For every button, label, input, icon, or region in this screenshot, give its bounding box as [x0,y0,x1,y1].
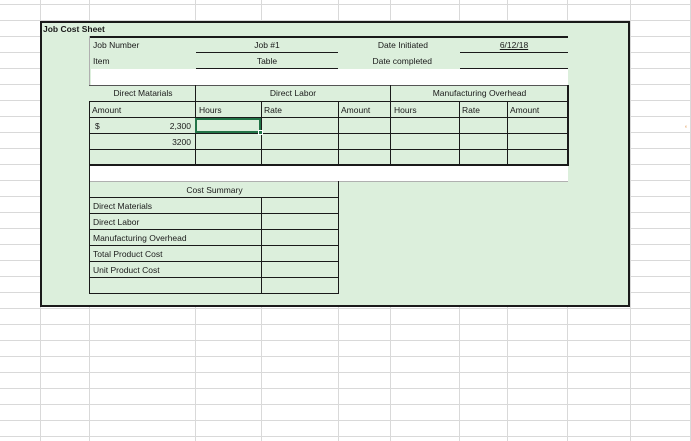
col-dm-amount: Amount [92,105,122,115]
dl-section-rule [196,101,390,102]
gridline-horizontal [0,404,691,405]
dm-row1-amount[interactable]: 2,300 [169,121,191,131]
job-number-value[interactable]: Job #1 [254,40,280,50]
direct-materials-header: Direct Matarials [113,88,173,98]
job-number-label: Job Number [93,40,140,50]
date-initiated-value[interactable]: 6/12/18 [499,40,529,50]
cost-summary-rule [89,197,338,198]
separator-bottom-rule [89,181,568,182]
summary-direct-materials: Direct Materials [93,201,153,211]
summary-unit-product-cost: Unit Product Cost [93,265,160,275]
gridline-horizontal [0,308,691,309]
direct-labor-header: Direct Labor [269,88,317,98]
cost-summary-title: Cost Summary [186,185,243,195]
gridline-horizontal [0,356,691,357]
gridline-horizontal [0,388,691,389]
date-initiated-underline [460,52,568,53]
table-left-border [89,101,90,165]
summary-right-border [338,181,339,294]
col-divider-dl [390,85,391,165]
header-top-rule [89,36,568,38]
col-dl-hours: Hours [199,105,222,115]
table-right-border [567,85,569,165]
manufacturing-overhead-header: Manufacturing Overhead [432,88,527,98]
separator-left-border [89,165,90,182]
header-left-border [89,36,90,85]
summary-total-product-cost: Total Product Cost [93,249,163,259]
row-rule-1 [89,133,568,134]
summary-row-rule-3 [89,245,338,246]
summary-row-rule-1 [89,213,338,214]
gridline-horizontal [0,324,691,325]
summary-direct-labor: Direct Labor [93,217,140,227]
dm-section-rule [89,101,195,102]
col-divider-rate [338,101,339,165]
row-rule-2 [89,149,568,150]
separator-row [90,166,568,181]
col-divider-mo-rate [507,101,508,165]
gridline-horizontal [0,340,691,341]
summary-row-rule-2 [89,229,338,230]
col-mo-rate: Rate [462,105,480,115]
gridline-horizontal [0,372,691,373]
col-mo-hours: Hours [394,105,417,115]
col-dl-rate: Rate [264,105,282,115]
gridline-vertical [630,0,631,441]
gridline-horizontal [0,4,691,5]
summary-row-rule-5 [89,277,338,278]
col-dl-amount: Amount [341,105,371,115]
summary-value-divider [261,197,262,294]
item-label: Item [93,56,110,66]
active-cell-selection[interactable] [195,118,261,133]
stray-mark-icon: ‘ [685,124,687,134]
blank-row [91,69,568,85]
item-value[interactable]: Table [256,56,278,66]
summary-left-border [89,181,90,294]
gridline-horizontal [0,436,691,437]
col-mo-amount: Amount [510,105,540,115]
sheet-title: Job Cost Sheet [43,24,105,34]
col-divider-mo-hours [459,101,460,165]
summary-bottom-border [89,293,338,294]
summary-manufacturing-overhead: Manufacturing Overhead [93,233,187,243]
date-completed-label: Date completed [372,56,432,66]
gridline-horizontal [0,420,691,421]
mo-section-rule [391,101,568,102]
table-top-border [89,85,568,86]
dm-row2-amount[interactable]: 3200 [172,137,191,147]
fill-handle[interactable] [258,130,263,135]
dm-row1-currency: $ [95,121,100,131]
summary-row-rule-4 [89,261,338,262]
date-initiated-label: Date Initiated [377,40,428,50]
col-header-rule [89,117,568,118]
job-number-underline [196,52,338,53]
